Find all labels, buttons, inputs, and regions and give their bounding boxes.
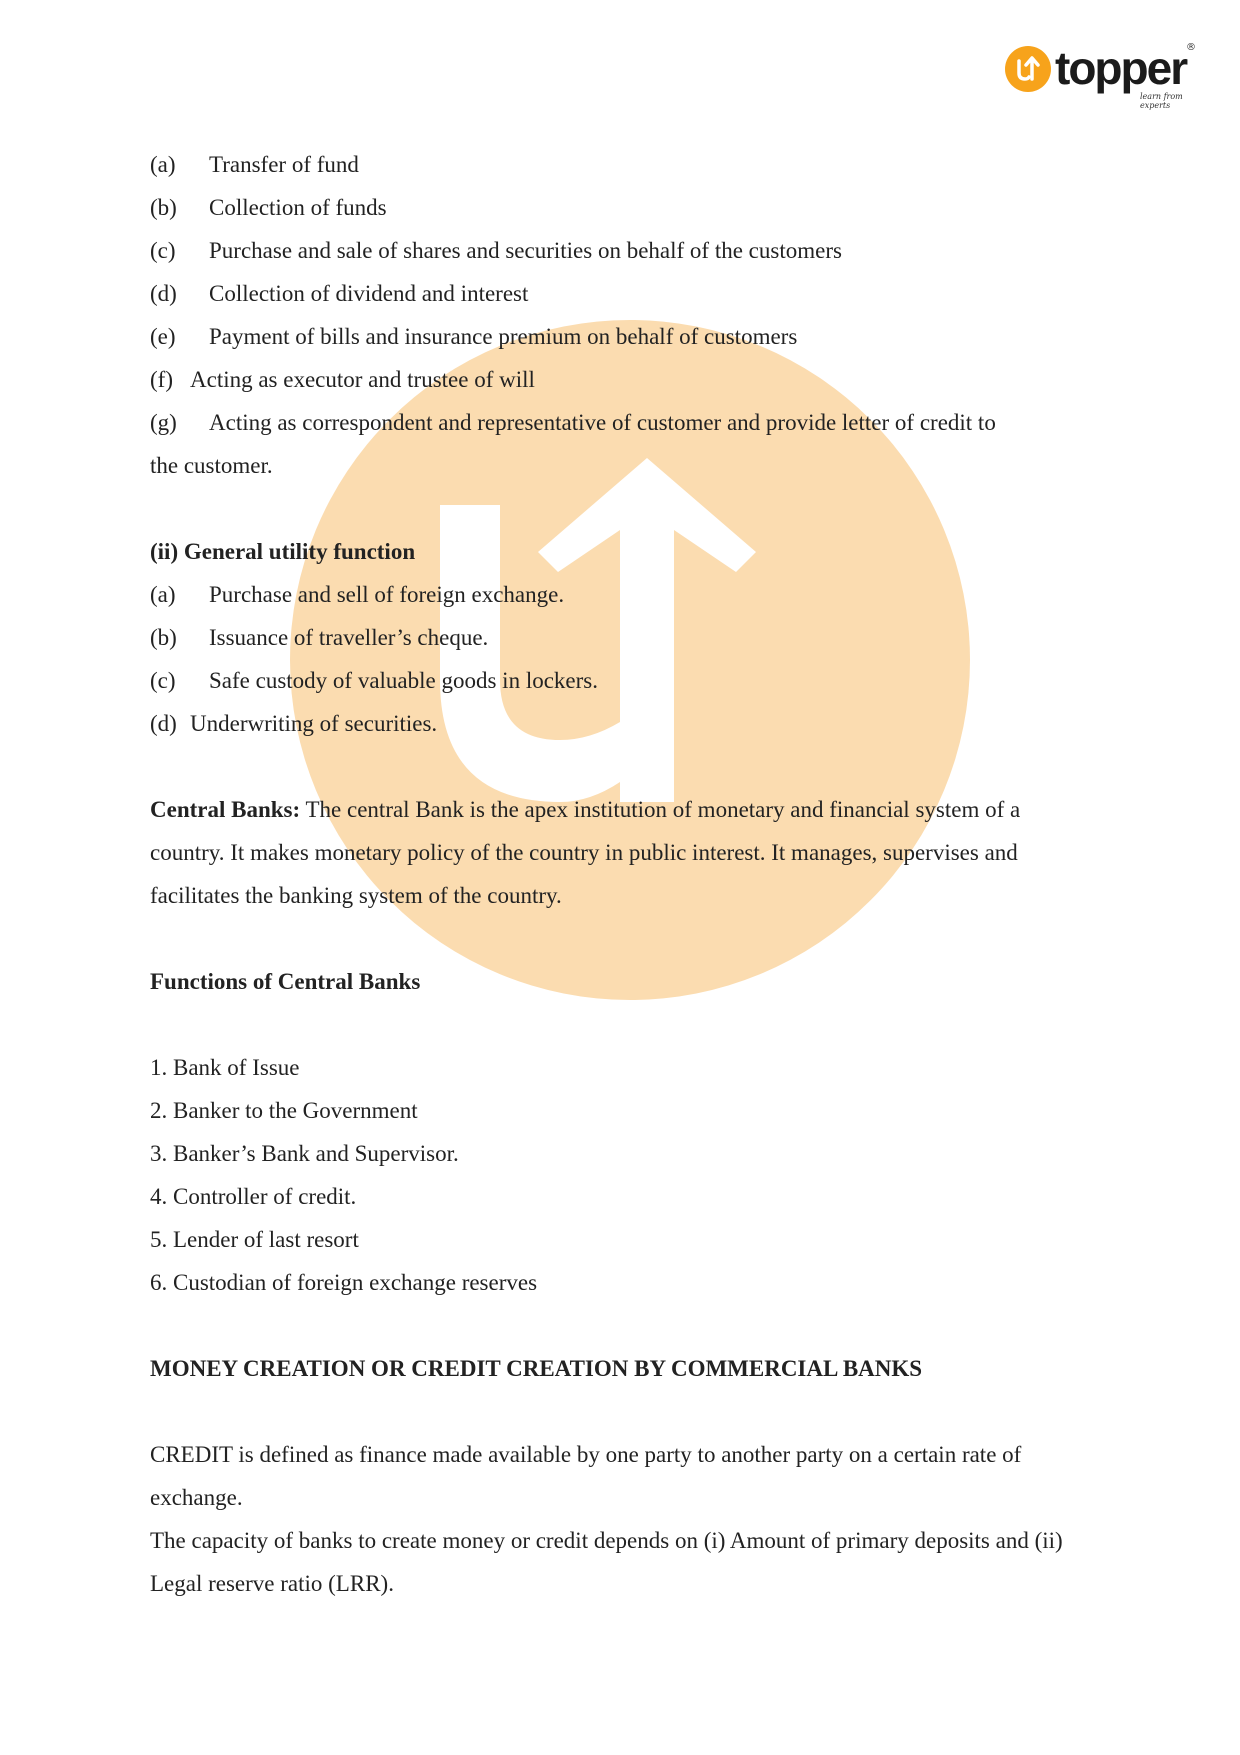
numbered-item: 6. Custodian of foreign exchange reserves bbox=[150, 1270, 538, 1295]
section-heading: Functions of Central Banks bbox=[150, 969, 421, 994]
numbered-item: 2. Banker to the Government bbox=[150, 1098, 418, 1123]
list-item: (f) Acting as executor and trustee of will bbox=[150, 367, 535, 392]
credit-capacity-paragraph: The capacity of banks to create money or credit depends on (i) Amount of primary deposits and (ii) Legal reserve ratio (LRR). bbox=[150, 1528, 1063, 1596]
list-item: (d) Collection of dividend and interest bbox=[150, 281, 529, 306]
credit-definition-paragraph: CREDIT is defined as finance made available by one party to another party on a certain rate of exchange. bbox=[150, 1442, 1022, 1510]
numbered-item: 4. Controller of credit. bbox=[150, 1184, 357, 1209]
logo-tagline: learn from experts bbox=[1140, 92, 1183, 110]
list-item: (a) Transfer of fund bbox=[150, 152, 359, 177]
u-arrow-icon bbox=[1005, 46, 1051, 92]
logo-wordmark: topper bbox=[1055, 42, 1187, 94]
central-banks-paragraph bbox=[150, 788, 1090, 917]
list-item: (g) Acting as correspondent and representative of customer and provide letter of credit to bbox=[150, 410, 996, 435]
list-item: (d) Underwriting of securities. bbox=[150, 711, 438, 736]
logo-registered-mark: ® bbox=[1186, 42, 1196, 53]
numbered-item: 5. Lender of last resort bbox=[150, 1227, 359, 1252]
logo-badge bbox=[1005, 46, 1051, 92]
numbered-item: 1. Bank of Issue bbox=[150, 1055, 300, 1080]
list-item: (b) Issuance of traveller’s cheque. bbox=[150, 625, 489, 650]
section-heading: MONEY CREATION OR CREDIT CREATION BY COMMERCIAL BANKS bbox=[150, 1356, 923, 1381]
list-item: (c) Safe custody of valuable goods in lockers. bbox=[150, 668, 598, 693]
document-body bbox=[150, 143, 1090, 1605]
list-item: (b) Collection of funds bbox=[150, 195, 387, 220]
numbered-item: 3. Banker’s Bank and Supervisor. bbox=[150, 1141, 459, 1166]
list-item-continuation: the customer. bbox=[150, 453, 273, 478]
central-banks-term: Central Banks: bbox=[150, 797, 301, 822]
list-item: (a) Purchase and sell of foreign exchange. bbox=[150, 582, 565, 607]
topper-logo bbox=[1005, 42, 1205, 110]
central-banks-definition: The central Bank is the apex institution of monetary and financial system of a country. It makes monetary policy of the country in public interest. It manages, supervises and facilitates the banking system of the country. bbox=[150, 797, 1021, 908]
list-item: (c) Purchase and sale of shares and securities on behalf of the customers bbox=[150, 238, 842, 263]
list-item: (e) Payment of bills and insurance premium on behalf of customers bbox=[150, 324, 798, 349]
section-heading: (ii) General utility function bbox=[150, 539, 416, 564]
